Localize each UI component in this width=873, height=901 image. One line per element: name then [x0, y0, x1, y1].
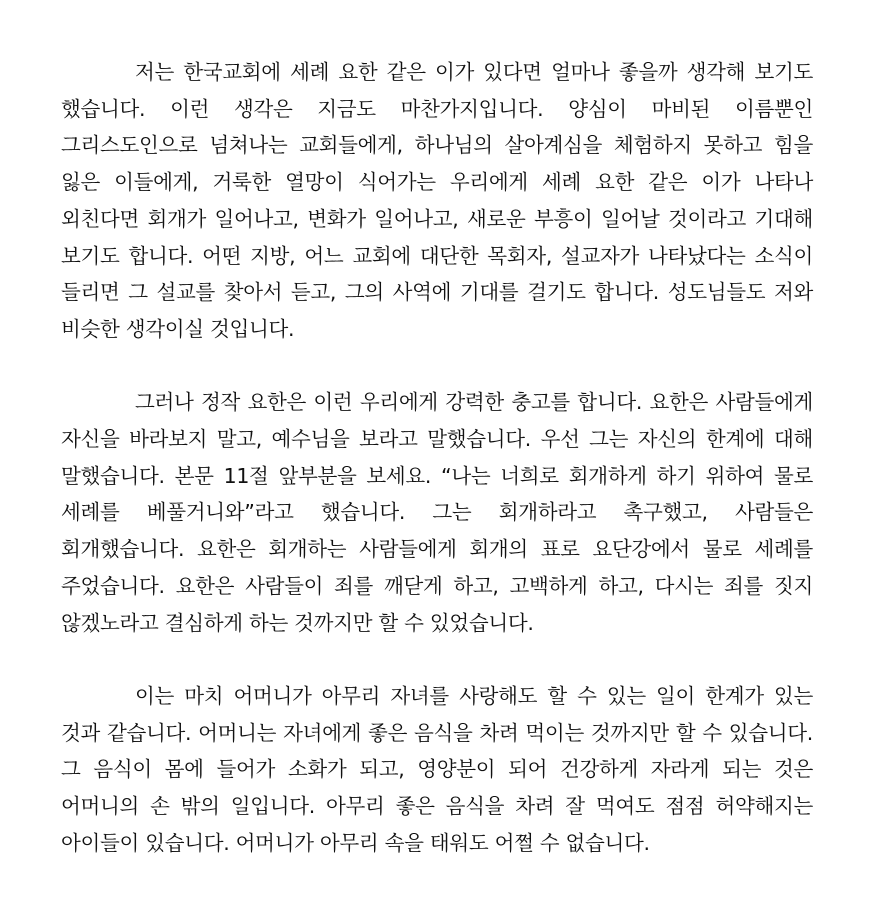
paragraph-3: 이는 마치 어머니가 아무리 자녀를 사랑해도 할 수 있는 일이 한계가 있는 것과 같습니다. 어머니는 자녀에게 좋은 음식을 차려 먹이는 것까지만 할 수 있습니다. 그 음식이 몸에 들어가 소화가 되고, 영양분이 되어 건강하게 자라게 되는 것은 어머니의 손 밖의 일입니다. 아무리 좋은 음식을 차려 잘 먹여도 점점 허약해지는 아이들이 있습니다. 어머니가 아무리 속을 태워도 어쩔 수 없습니다. [61, 683, 813, 855]
paragraph-1: 저는 한국교회에 세례 요한 같은 이가 있다면 얼마나 좋을까 생각해 보기도 했습니다. 이런 생각은 지금도 마찬가지입니다. 양심이 마비된 이름뿐인 그리스도인으로 넘쳐나는 교회들에게, 하나님의 살아계심을 체험하지 못하고 힘을 잃은 이들에게, 거룩한 열망이 식어가는 우리에게 세례 요한 같은 이가 나타나 외친다면 회개가 일어나고, 변화가 일어나고, 새로운 부흥이 일어날 것이라고 기대해 보기도 합니다. 어떤 지방, 어느 교회에 대단한 목회자, 설교자가 나타났다는 소식이 들리면 그 설교를 찾아서 듣고, 그의 사역에 기대를 걸기도 합니다. 성도님들도 저와 비슷한 생각이실 것입니다. [61, 60, 813, 341]
document-page [61, 54, 813, 861]
paragraph-2: 그러나 정작 요한은 이런 우리에게 강력한 충고를 합니다. 요한은 사람들에게 자신을 바라보지 말고, 예수님을 보라고 말했습니다. 우선 그는 자신의 한계에 대해 말했습니다. 본문 11절 앞부분을 보세요. “나는 너희로 회개하게 하기 위하여 물로 세례를 베풀거니와”라고 했습니다. 그는 회개하라고 촉구했고, 사람들은 회개했습니다. 요한은 회개하는 사람들에게 회개의 표로 요단강에서 물로 세례를 주었습니다. 요한은 사람들이 죄를 깨닫게 하고, 고백하게 하고, 다시는 죄를 짓지 않겠노라고 결심하게 하는 것까지만 할 수 있었습니다. [61, 390, 813, 635]
